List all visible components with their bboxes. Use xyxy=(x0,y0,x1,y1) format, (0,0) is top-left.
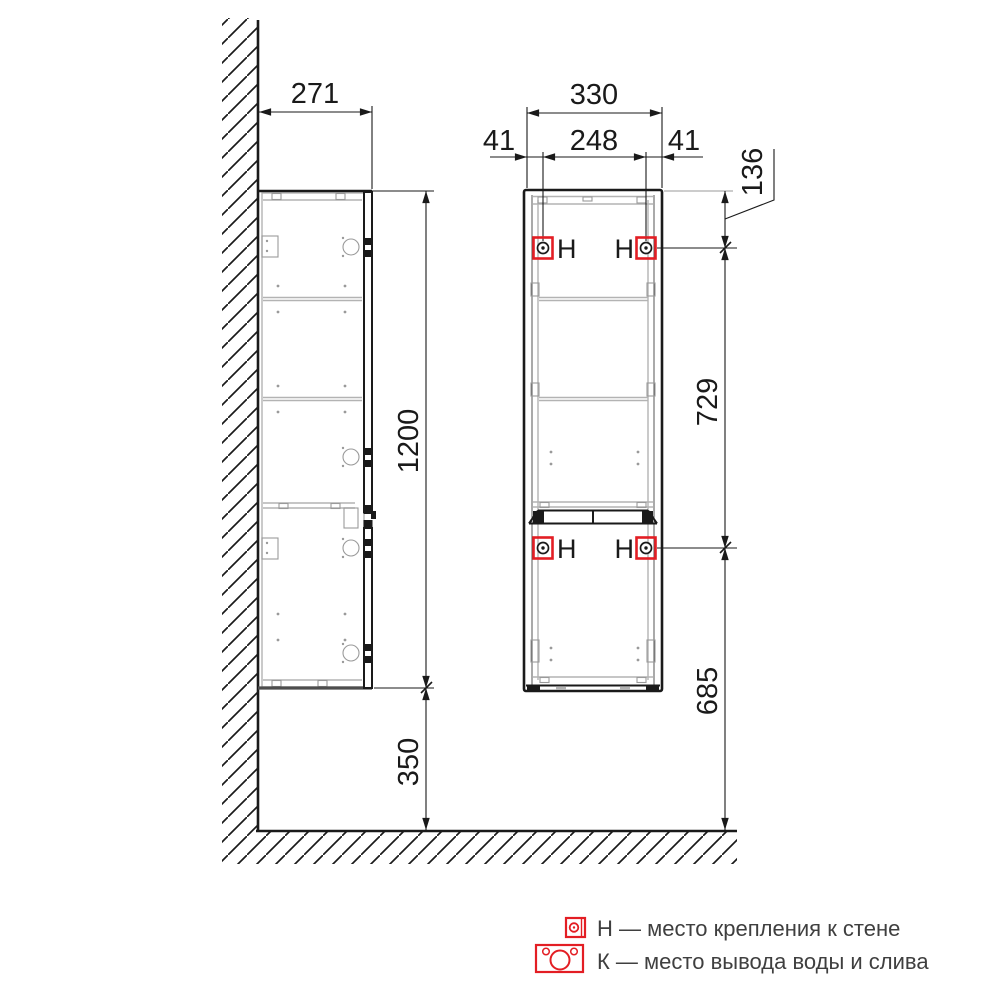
dim-cabinet-height xyxy=(372,191,434,688)
h-marker-label: Н xyxy=(614,234,634,264)
dim-mount-holes xyxy=(483,125,703,241)
dim-41-left-label: 41 xyxy=(482,125,516,157)
side-screw-dots xyxy=(277,285,347,642)
h-marker-label: Н xyxy=(557,534,577,564)
dim-685-label: 685 xyxy=(692,666,724,716)
dim-271-label: 271 xyxy=(290,78,340,110)
water-outlet-marker-icon xyxy=(536,945,583,972)
legend xyxy=(536,916,929,974)
legend-water-outlet-text: К — место вывода воды и слива xyxy=(597,949,929,974)
dim-41-right-label: 41 xyxy=(667,125,701,157)
cabinet-front-view xyxy=(524,190,662,691)
section-junction xyxy=(529,502,657,524)
floor-hatch xyxy=(256,831,737,864)
legend-wall-mount-text: Н — место крепления к стене xyxy=(597,916,901,941)
wall-mount-marker-icon xyxy=(566,918,585,937)
wall-mount-marker-top-right xyxy=(615,234,656,264)
h-marker-label: Н xyxy=(557,234,577,264)
wall-mount-marker-bottom-left xyxy=(534,534,577,564)
dim-mount-span xyxy=(692,248,725,548)
h-marker-label: Н xyxy=(614,534,634,564)
wall-mount-marker-bottom-right xyxy=(615,534,656,564)
dim-side-depth xyxy=(259,78,372,189)
side-wall-bracket-bottom xyxy=(262,538,278,559)
dim-lower-mount-height xyxy=(657,542,737,830)
dim-136-label: 136 xyxy=(737,147,769,197)
dim-350-label: 350 xyxy=(393,737,425,787)
cabinet-side-view xyxy=(258,191,376,688)
dim-330-label: 330 xyxy=(569,79,619,111)
side-wall-bracket-top xyxy=(262,236,278,257)
dim-floor-clearance xyxy=(393,682,432,830)
wall-hatch xyxy=(222,18,258,864)
dim-1200-label: 1200 xyxy=(393,408,425,474)
dim-248-label: 248 xyxy=(569,125,619,157)
side-door-panel xyxy=(364,192,377,688)
dim-729-label: 729 xyxy=(692,377,724,427)
dim-top-offset xyxy=(657,148,774,253)
wall-mount-marker-top-left xyxy=(534,234,577,264)
